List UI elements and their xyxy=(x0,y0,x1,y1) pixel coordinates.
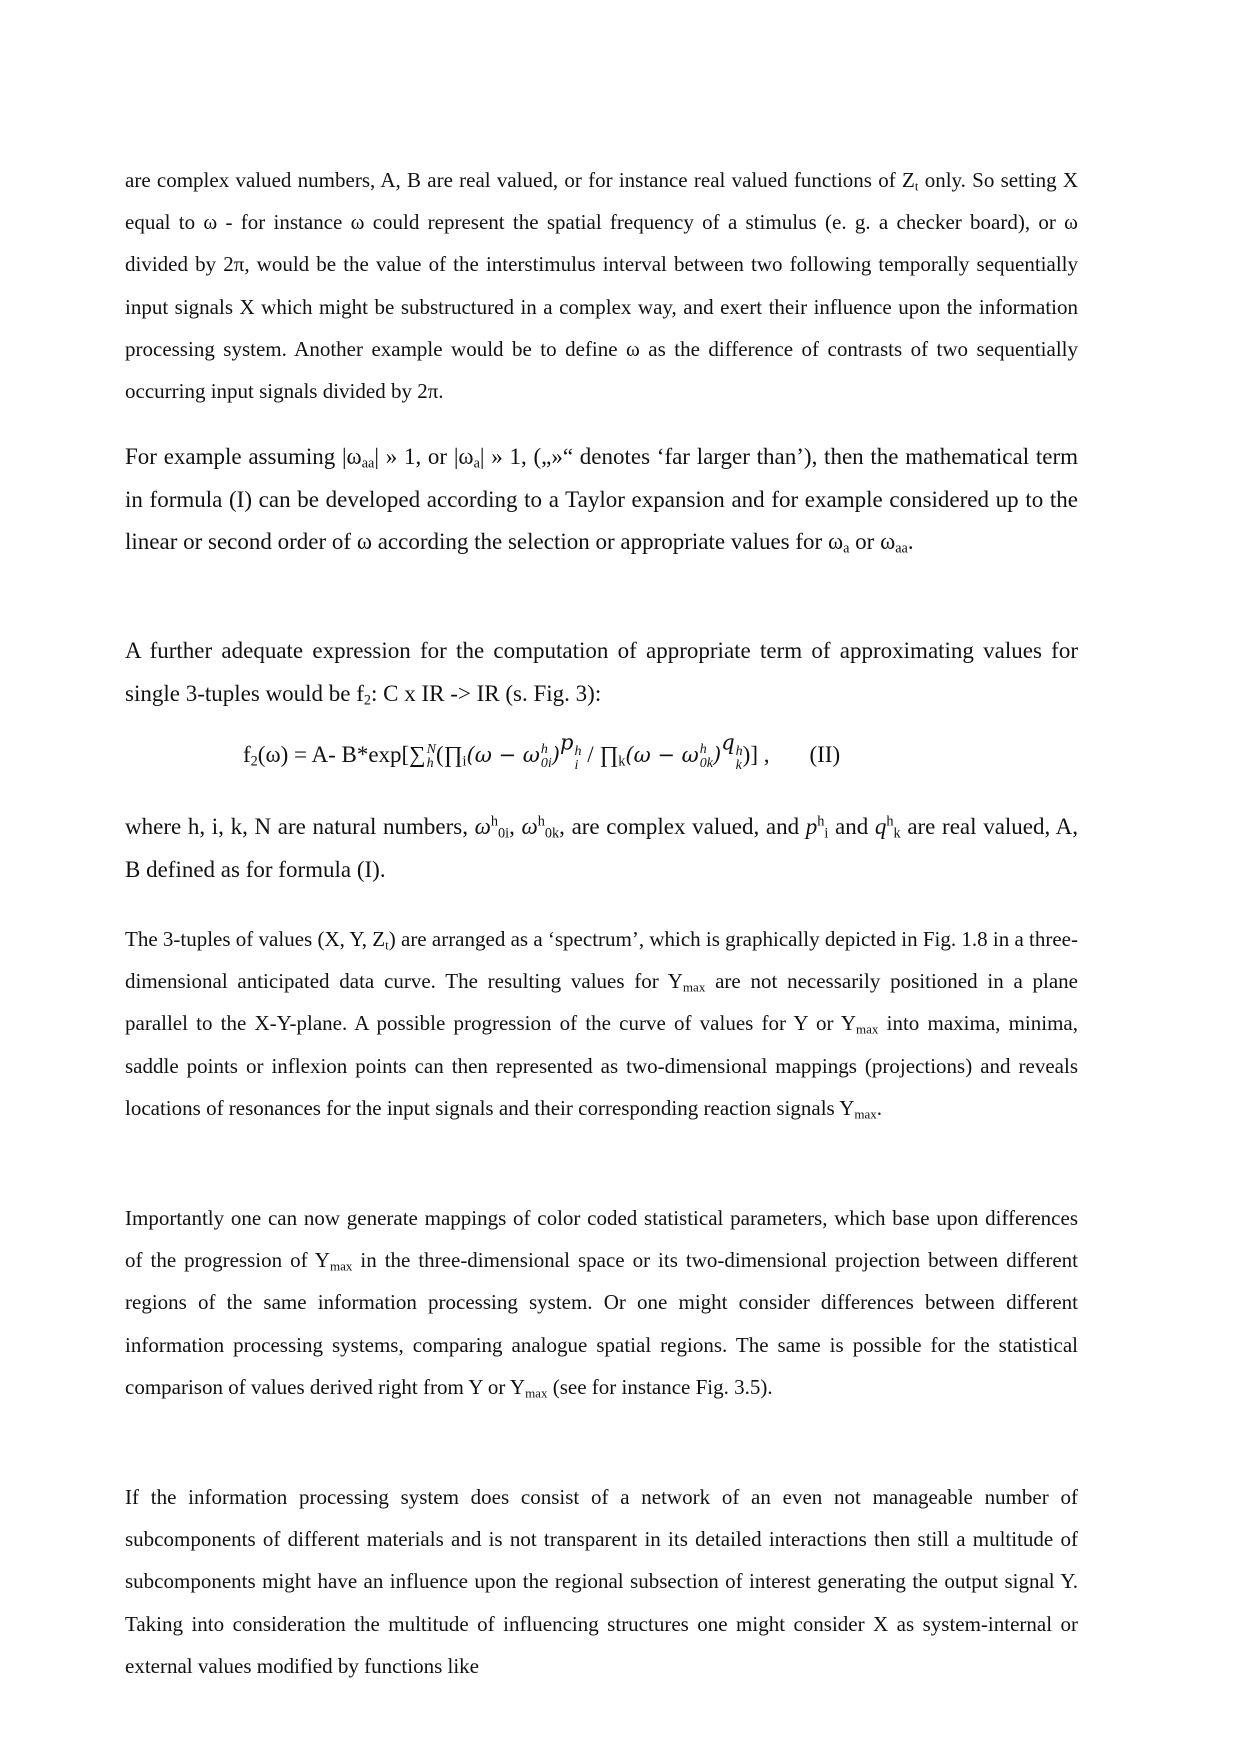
exponent-p-sup: h xyxy=(574,744,582,759)
text-sub: max xyxy=(682,979,706,995)
term-1: (ω − ω xyxy=(466,743,540,767)
text-run: , xyxy=(509,814,522,839)
paragraph-1 xyxy=(125,159,1078,412)
text-it: q xyxy=(874,814,887,839)
division-product: / ∏ xyxy=(581,742,619,767)
paragraph-6 xyxy=(125,1197,1078,1408)
text-run: into maxima, minima, saddle points or inflexion points can then represented as two-dimensional mappings (projections) and reveals locations of resonances for the input signals and their corresponding reaction signals Y xyxy=(125,1011,1078,1120)
text-it: p xyxy=(805,814,818,839)
text-sup: h xyxy=(537,813,545,830)
exponent-p: p xyxy=(559,730,574,755)
text-run: , are complex valued, and xyxy=(559,814,806,839)
text-run: Importantly one can now generate mappings of color coded statistical parameters, which base upon differences of the progression of Y xyxy=(125,1206,1078,1273)
text-sub: t xyxy=(385,937,389,953)
text-sub: i xyxy=(824,825,829,842)
omega-1-indices xyxy=(541,743,552,771)
text-it: ω xyxy=(474,814,491,839)
text-run: ) are arranged as a ‘spectrum’, which is graphically depicted in Fig. 1.8 in a three-dimensional anticipated data curve. The resulting values for Y xyxy=(125,927,1078,994)
paragraph-3 xyxy=(125,630,1078,715)
text-sub: max xyxy=(856,1021,879,1037)
exponent-q-sup: h xyxy=(735,744,743,759)
sum-lower: h xyxy=(426,755,434,771)
formula-lhs: f xyxy=(243,742,251,767)
exponent-p-sub: i xyxy=(574,758,579,773)
paren-1: ) xyxy=(551,743,560,767)
product-1: (∏ xyxy=(435,742,463,767)
text-sub: a xyxy=(843,540,850,557)
text-sub: k xyxy=(893,825,901,842)
text-run: : C x IR -> IR (s. Fig. 3): xyxy=(371,680,602,706)
text-sub: a xyxy=(473,455,480,472)
omega-1-sup: h xyxy=(540,741,548,757)
text-run: in the three-dimensional space or its two-dimensional projection between different regions of the same information processing system. Or one might consider differences between different information processing systems, comparing analogue spatial regions. The same is possible for the statistical comparison of values derived right from Y or Y xyxy=(125,1248,1078,1399)
formula-lhs-sub: 2 xyxy=(250,753,258,770)
exponent-q-indices xyxy=(736,745,743,773)
product-1-index: i xyxy=(462,753,467,770)
omega-2-indices xyxy=(700,743,713,771)
product-2-index: k xyxy=(618,753,626,770)
text-sub: 2 xyxy=(363,692,372,709)
text-run: For example assuming |ω xyxy=(125,444,362,469)
text-run: . xyxy=(907,529,914,554)
text-run: are real valued, A, B defined as for formula (I). xyxy=(125,814,1078,882)
paragraph-5 xyxy=(125,918,1078,1129)
omega-2-sub: 0k xyxy=(699,755,713,771)
sum-limits xyxy=(427,743,436,771)
text-sub: aa xyxy=(895,540,908,557)
text-sub: max xyxy=(329,1258,353,1274)
text-run: are not necessarily positioned in a plane parallel to the X-Y-plane. A possible progression of the curve of values for Y or Y xyxy=(125,969,1078,1036)
text-run: . xyxy=(876,1095,883,1120)
formula-close: )] , xyxy=(742,742,770,767)
sum-upper: N xyxy=(426,741,436,757)
text-sub: 0k xyxy=(544,825,560,842)
formula-II xyxy=(243,730,841,773)
exponent-q-sub: k xyxy=(735,758,742,773)
text-run: If the information processing system does consist of a network of an even not manageable number of subcomponents of different materials and is not transparent in its detailed interactions then still a multitude of subcomponents might have an influence upon the regional subsection of interest generating the output signal Y. Taking into consideration the multitude of influencing structures one might consider X as system-internal or external values modified by functions like xyxy=(125,1485,1078,1678)
paren-2: ) xyxy=(713,743,722,767)
text-sup: h xyxy=(490,813,499,830)
omega-2-sup: h xyxy=(699,741,707,757)
text-sub: max xyxy=(854,1106,877,1122)
exponent-q: q xyxy=(721,730,735,755)
text-sub: max xyxy=(525,1385,548,1401)
text-sup: h xyxy=(817,813,825,830)
text-sub: 0i xyxy=(498,825,510,842)
text-run: | » 1, or |ω xyxy=(374,444,474,469)
text-run: (see for instance Fig. 3.5). xyxy=(547,1374,773,1399)
paragraph-2 xyxy=(125,436,1078,564)
text-run: or ω xyxy=(849,529,896,554)
text-sup: h xyxy=(886,813,894,830)
text-run: and xyxy=(828,814,875,839)
text-run: | » 1, („»“ denotes ‘far larger than’), then the mathematical term in formula (I) can be developed according to a Taylor expansion and for example considered up to the linear or second order of ω according the selection or appropriate values for ω xyxy=(125,444,1078,554)
text-sub: t xyxy=(914,178,919,194)
formula-lhs-arg: (ω) = A- B*exp[∑ xyxy=(257,742,426,767)
text-sub: aa xyxy=(361,455,375,472)
paragraph-7 xyxy=(125,1476,1078,1687)
text-run: only. So setting X equal to ω - for instance ω could represent the spatial frequency of a stimulus (e. g. a checker board), or ω divided by 2π, would be the value of the interstimulus interval between two following temporally sequentially input signals X which might be substructured in a complex way, and exert their influence upon the information processing system. Another example would be to define ω as the difference of contrasts of two sequentially occurring input signals divided by 2π. xyxy=(125,168,1079,404)
text-run: where h, i, k, N are natural numbers, xyxy=(125,814,475,839)
text-run: are complex valued numbers, A, B are real valued, or for instance real valued functions of Z xyxy=(125,168,915,192)
formula-number: (II) xyxy=(809,742,841,767)
text-it: ω xyxy=(521,814,538,839)
term-2: (ω − ω xyxy=(625,743,699,767)
text-run: A further adequate expression for the computation of appropriate term of approximating values for single 3-tuples would be f xyxy=(125,638,1078,706)
omega-1-sub: 0i xyxy=(540,755,552,771)
text-run: The 3-tuples of values (X, Y, Z xyxy=(125,927,386,951)
paragraph-4 xyxy=(125,806,1078,891)
